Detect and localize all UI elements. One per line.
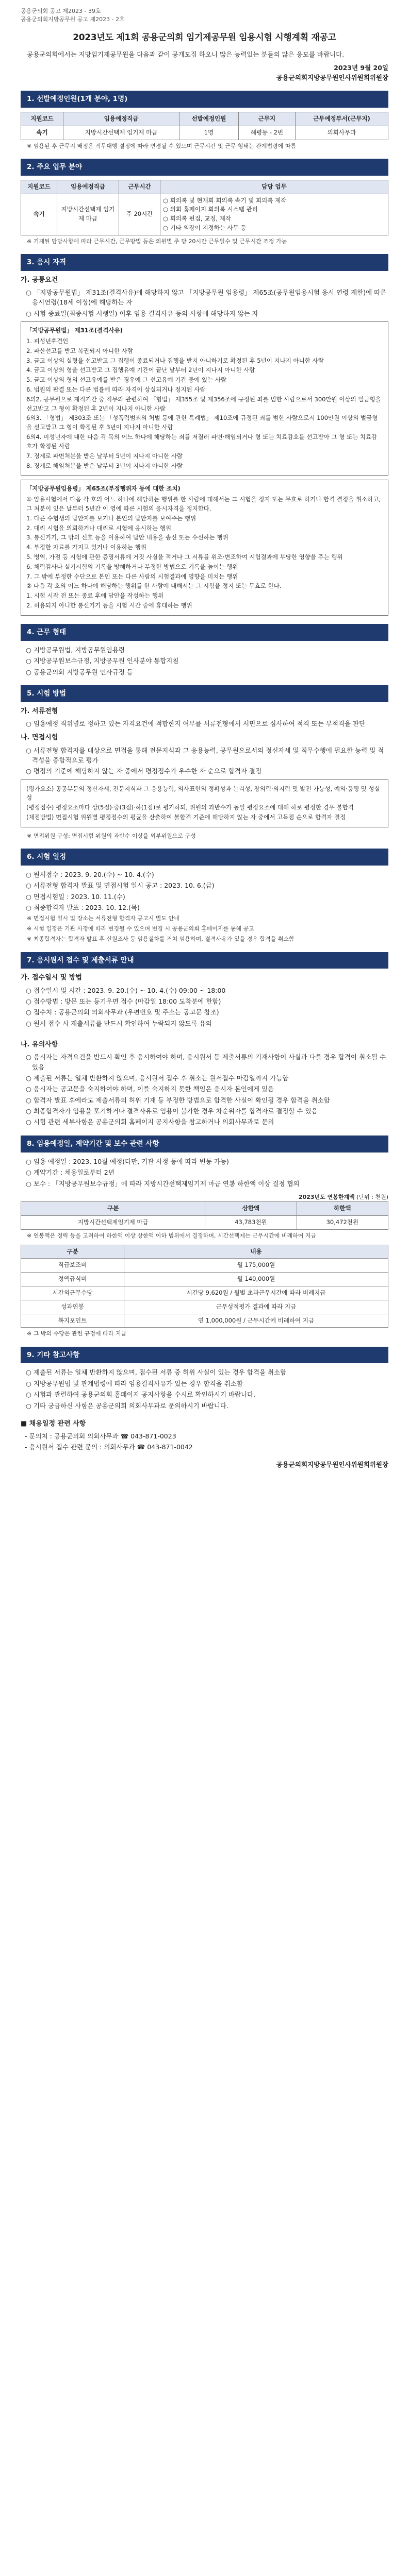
table-cell: 시간외근무수당 bbox=[21, 1286, 124, 1300]
duty-item: ○ 기타 의장이 지정하는 사무 등 bbox=[163, 224, 247, 232]
table-cell: 지방시간선택제임기제 마급 bbox=[21, 1215, 205, 1229]
box-line: 6의2. 공무원으로 재직기간 중 직무와 관련하여 「형법」 제355조 및 제356조에 규정된 죄를 범한 사람으로서 300만원 이상의 벌금형을 선고받고 그 형이 확정된 후 2년이 지나지 아니한 사람 bbox=[26, 395, 381, 412]
table-header-cell: 선발예정인원 bbox=[179, 112, 238, 126]
recruitment-table bbox=[21, 112, 388, 140]
table-cell: 직급보조비 bbox=[21, 1259, 124, 1273]
salary-caption-text: 2023년도 연봉한계액 bbox=[298, 1193, 355, 1200]
table-row bbox=[21, 1300, 388, 1314]
box-line: 5. 금고 이상의 형의 선고유예를 받은 경우에 그 선고유예 기간 중에 있는 사람 bbox=[26, 376, 227, 384]
submission-item: ○ 접수방법 : 방문 또는 등기우편 접수 (마감일 18:00 도착분에 한함) bbox=[26, 997, 221, 1005]
table-cell: 43,783천원 bbox=[205, 1215, 297, 1229]
box-line: 3. 통신기기, 그 밖의 신호 등을 이용하여 답안 내용을 송신 또는 수신하는 행위 bbox=[26, 534, 228, 541]
schedule-item: ○ 원서접수 : 2023. 9. 20.(수) ~ 10. 4.(수) bbox=[26, 870, 154, 878]
table-row bbox=[21, 1314, 388, 1328]
box-line: 2. 파산선고를 받고 복권되지 아니한 사람 bbox=[26, 347, 133, 354]
table-cell: 근무성적평가 결과에 따라 지급 bbox=[124, 1300, 388, 1314]
section-2-title: 2. 주요 업무 분야 bbox=[21, 159, 388, 176]
table-cell: 월 140,000원 bbox=[124, 1273, 388, 1286]
table-header-row bbox=[21, 112, 388, 126]
table-cell: 속기 bbox=[21, 126, 63, 140]
table-row bbox=[21, 126, 388, 140]
table-header-cell: 내용 bbox=[124, 1245, 388, 1259]
box-line: 7. 그 밖에 부정한 수단으로 본인 또는 다른 사람의 시험결과에 영향을 미치는 행위 bbox=[26, 572, 238, 580]
interview-criteria-box bbox=[21, 779, 388, 827]
submission-item: ○ 원서 접수 시 제출서류를 반드시 확인하여 누락되지 않도록 유의 bbox=[26, 1019, 212, 1027]
table-header-cell: 임용예정직급 bbox=[63, 112, 179, 126]
box-title: 「지방공무원법」 제31조(결격사유) bbox=[26, 327, 123, 334]
contact-line: - 문의처 : 공용군의회 의회사무과 ☎ 043-871-0023 bbox=[25, 1432, 176, 1440]
submission-item: ○ 접수일시 및 시간 : 2023. 9. 20.(수) ~ 10. 4.(수) 09:00 ~ 18:00 bbox=[26, 986, 226, 994]
table-header-cell: 근무예정부서(근무지) bbox=[295, 112, 388, 126]
section-3-sub-1: 가. 공통요건 bbox=[21, 276, 58, 284]
eligibility-item: ○ 「지방공무원법」 제31조(결격사유)에 해당하지 않고 「지방공무원 임용령」 제65조(공무원임용시험 응시 연령 제한)에 따른 응시연령(18세 이상)에 해당하는 자 bbox=[26, 289, 387, 307]
salary-item: ○ 임용 예정일 : 2023. 10월 예정(다만, 기관 사정 등에 따라 변동 가능) bbox=[26, 1157, 229, 1165]
submission-item: ○ 접수처 : 공용군의회 의회사무과 (우편번호 및 주소는 공고문 참조) bbox=[26, 1008, 219, 1016]
section-8-title: 8. 임용예정일, 계약기간 및 보수 관련 사항 bbox=[21, 1136, 388, 1153]
schedule-note: ※ 면접시험 일시 및 장소는 서류전형 합격자 공고시 별도 안내 bbox=[27, 915, 179, 922]
table-row bbox=[21, 194, 388, 235]
table-cell: 주 20시간 bbox=[119, 194, 160, 235]
table-header-cell: 구분 bbox=[21, 1201, 205, 1215]
section-5-note: ※ 면접위원 구성: 면접시험 위원의 과반수 이상을 외부위원으로 구성 bbox=[27, 832, 196, 839]
table-cell: 시간당 9,620원 / 월별 초과근무시간에 따라 비례지급 bbox=[124, 1286, 388, 1300]
box-line: 1. 다른 수험생의 답안지를 보거나 본인의 답안지를 보여주는 행위 bbox=[26, 514, 197, 522]
section-5-title: 5. 시험 방법 bbox=[21, 685, 388, 702]
box-line: 4. 부정한 자료를 가지고 있거나 이용하는 행위 bbox=[26, 544, 146, 551]
box-title: 「지방공무원임용령」 제65조(부정행위자 등에 대한 조치) bbox=[26, 485, 181, 493]
box-line: 6의4. 미성년자에 대한 다음 각 목의 어느 하나에 해당하는 죄를 저질러 파면·해임되거나 형 또는 치료감호를 선고받아 그 형 또는 치료감호가 확정된 사람 bbox=[26, 433, 378, 450]
reference-item: ○ 기타 궁금하신 사항은 공용군의회 의회사무과로 문의하시기 바랍니다. bbox=[26, 1401, 228, 1410]
salary-note: ※ 연봉액은 경력 등을 고려하여 하한액 이상 상한액 이하 범위에서 결정하며, 시간선택제는 근무시간에 비례하여 지급 bbox=[27, 1232, 317, 1239]
box-line: 8. 징계로 해임처분을 받은 날부터 3년이 지나지 아니한 사람 bbox=[26, 462, 183, 469]
table-header-cell: 지원코드 bbox=[21, 112, 63, 126]
reference-item: ○ 지방공무원법 및 관계법령에 따라 임용결격사유가 있는 경우 합격을 취소함 bbox=[26, 1379, 243, 1387]
final-issuer: 공용군의회지방공무원인사위원회위원장 bbox=[276, 1460, 388, 1468]
work-form-item: ○ 지방공무원법, 지방공무원임용령 bbox=[26, 646, 125, 654]
table-cell: 지방시간선택제 임기제 마급 bbox=[63, 126, 179, 140]
section-6-title: 6. 시험 일정 bbox=[21, 849, 388, 866]
table-row bbox=[21, 1273, 388, 1286]
reference-item: ○ 시험과 관련하여 공용군의회 홈페이지 공지사항을 수시로 확인하시기 바랍니다. bbox=[26, 1391, 256, 1399]
schedule-item: ○ 면접시험일 : 2023. 10. 11.(수) bbox=[26, 892, 125, 901]
section-4-title: 4. 근무 형태 bbox=[21, 624, 388, 641]
duty-item: ○ 회의록 및 현재회 회의록 속기 및 회의록 제작 bbox=[163, 196, 287, 204]
document-meta bbox=[21, 7, 388, 24]
table-header-cell: 상한액 bbox=[205, 1201, 297, 1215]
table-row bbox=[21, 1215, 388, 1229]
section-2-note: ※ 기재된 담당사항에 따라 근무시간, 근무방법 등은 의원별 주 당 20시간 근무일수 및 근무시간 조정 가능 bbox=[27, 238, 287, 245]
duty-item: ○ 의회 홈페이지 회의록 시스템 관리 bbox=[163, 206, 258, 213]
meta-line-2: 공용군의회지방공무원 공고 제2023 - 2호 bbox=[21, 15, 125, 23]
table-cell: 1명 bbox=[179, 126, 238, 140]
reference-item: ○ 제출된 서류는 일체 반환하지 않으며, 접수된 서류 중 허위 사실이 있는 경우 합격을 취소함 bbox=[26, 1368, 287, 1377]
table-row bbox=[21, 1286, 388, 1300]
section-1-note: ※ 임용된 후 근무지 배정은 직무대행 결정에 따라 변경될 수 있으며 근무시간 및 근무 형태는 관계법령에 따름 bbox=[27, 142, 297, 149]
schedule-item: ○ 최종합격자 발표 : 2023. 10. 12.(목) bbox=[26, 904, 140, 911]
duties-table bbox=[21, 180, 388, 235]
box-line: 1. 피성년후견인 bbox=[26, 337, 69, 345]
box-line: 3. 금고 이상의 실형을 선고받고 그 집행이 종료되거나 집행을 받지 아니하기로 확정된 후 5년이 지나지 아니한 사람 bbox=[26, 357, 324, 364]
schedule-note: ※ 최종합격자는 합격자 발표 후 신원조사 등 임용절차를 거쳐 임용하며, 결격사유가 있을 경우 합격을 취소함 bbox=[27, 936, 295, 943]
document-intro: 공용군의회에서는 지방임기제공무원을 다음과 같이 공개모집 하오니 많은 능력있는 분들의 많은 응모를 바랍니다. bbox=[27, 50, 345, 59]
table-header-cell: 구분 bbox=[21, 1245, 124, 1259]
table-header-cell: 하한액 bbox=[297, 1201, 388, 1215]
table-header-row bbox=[21, 180, 388, 194]
salary-table bbox=[21, 1201, 388, 1230]
document-issuer: 공용군의회지방공무원인사위원회위원장 bbox=[276, 73, 388, 81]
table-cell: 30,472천원 bbox=[297, 1215, 388, 1229]
box-line: 6. 법원의 판결 또는 다른 법률에 따라 자격이 상실되거나 정지된 사람 bbox=[26, 386, 206, 394]
section-3-title: 3. 응시 자격 bbox=[21, 254, 388, 271]
caution-item: ○ 응시자는 자격요건을 반드시 확인 후 응시하여야 하며, 응시원서 등 제출서류의 기재사항이 사실과 다를 경우 합격이 취소될 수 있음 bbox=[26, 1053, 386, 1071]
schedule-note: ※ 시험 일정은 기관 사정에 따라 변경될 수 있으며 변경 시 공용군의회 홈페이지를 통해 공고 bbox=[27, 925, 254, 933]
table-header-cell: 담당 업무 bbox=[160, 180, 388, 194]
section-5-sub-1: 가. 서류전형 bbox=[21, 707, 58, 715]
box-line: (평가요소) 공공부문의 정신자세, 전문지식과 그 응용능력, 의사표현의 정확성과 논리성, 창의력·의지력 및 발전 가능성, 예의·품행 및 성실성 bbox=[26, 785, 380, 802]
caution-item: ○ 최종합격자가 임용을 포기하거나 결격사유로 임용이 불가한 경우 차순위자를 합격자로 결정할 수 있음 bbox=[26, 1107, 318, 1115]
table-header-row bbox=[21, 1201, 388, 1215]
box-line: 5. 병역, 가점 등 시험에 관한 증명서류에 거짓 사실을 적거나 그 서류를 위조·변조하여 시험결과에 부당한 영향을 주는 행위 bbox=[26, 553, 343, 561]
document-title: 2023년도 제1회 공용군의회 임기제공무원 임용시험 시행계획 재공고 bbox=[73, 32, 336, 43]
box-line: ② 다음 각 호의 어느 하나에 해당하는 행위를 한 사람에 대해서는 그 시험을 정지 또는 무효로 한다. bbox=[26, 582, 282, 590]
table-cell: 정액급식비 bbox=[21, 1273, 124, 1286]
box-line: 2. 허용되지 아니한 통신기기 등을 시험 시간 중에 휴대하는 행위 bbox=[26, 602, 192, 609]
table-cell: 월 175,000원 bbox=[124, 1259, 388, 1273]
duties-cell bbox=[160, 194, 388, 235]
caution-item: ○ 응시자는 공고문을 숙지하여야 하며, 이를 숙지하지 못한 책임은 응시자 본인에게 있음 bbox=[26, 1085, 274, 1093]
exam-item: ○ 평정의 기준에 해당하지 않는 자 중에서 평정점수가 우수한 자 순으로 합격자 결정 bbox=[26, 767, 262, 775]
allowance-note: ※ 그 밖의 수당은 관련 규정에 따라 지급 bbox=[27, 1330, 127, 1337]
section-7-sub-2: 나. 유의사항 bbox=[21, 1041, 58, 1049]
disqualification-box bbox=[21, 321, 388, 476]
allowance-table bbox=[21, 1245, 388, 1328]
caution-item: ○ 합격자 발표 후에라도 제출서류의 허위 기재 등 부정한 방법으로 합격한 사실이 확인될 경우 합격을 취소함 bbox=[26, 1096, 330, 1104]
duty-item: ○ 회의록 편집, 교정, 제작 bbox=[163, 215, 231, 223]
table-header-cell: 지원코드 bbox=[21, 180, 57, 194]
box-line: 6. 체력검사나 실기시험의 기록을 방해하거나 부정한 방법으로 기록을 높이는 행위 bbox=[26, 563, 238, 570]
eligibility-item: ○ 시험 종료일(최종시험 시행일) 이후 임용 결격사유 등의 사항에 해당하지 않는 자 bbox=[26, 309, 258, 317]
table-cell: 속기 bbox=[21, 194, 57, 235]
exam-item: ○ 임용예정 직위별로 정하고 있는 자격요건에 적합한지 여부를 서류전형에서 서면으로 심사하여 적격 또는 부적격을 판단 bbox=[26, 720, 366, 728]
salary-item: ○ 계약기간 : 채용일로부터 2년 bbox=[26, 1168, 114, 1177]
box-line: 6의3. 「형법」 제303조 또는 「성폭력범죄의 처벌 등에 관한 특례법」 제10조에 규정된 죄를 범한 사람으로서 100만원 이상의 벌금형을 선고받고 그 형이 확정된 후 3년이 지나지 아니한 사람 bbox=[26, 414, 378, 431]
salary-table-caption bbox=[21, 1193, 388, 1201]
table-header-cell: 근무시간 bbox=[119, 180, 160, 194]
work-form-item: ○ 공용군의회 지방공무원 인사규정 등 bbox=[26, 668, 133, 676]
table-cell: 복지포인트 bbox=[21, 1314, 124, 1328]
box-line: (채점방법) 면접시험 위원별 평정점수의 평균을 산출하여 불합격 기준에 해당하지 않는 자 중에서 고득점 순으로 합격자 결정 bbox=[26, 814, 346, 821]
section-7-title: 7. 응시원서 접수 및 제출서류 안내 bbox=[21, 952, 388, 969]
box-line: 7. 징계로 파면처분을 받은 날부터 5년이 지나지 아니한 사람 bbox=[26, 452, 183, 460]
box-line: 4. 금고 이상의 형을 선고받고 그 집행유예 기간이 끝난 날부터 2년이 지나지 아니한 사람 bbox=[26, 366, 255, 374]
contact-line: - 응시원서 접수 관련 문의 : 의회사무과 ☎ 043-871-0042 bbox=[25, 1443, 193, 1451]
box-line: 2. 대리 시험을 의뢰하거나 대리로 시험에 응시하는 행위 bbox=[26, 524, 171, 532]
table-cell: 해평동 - 2번 bbox=[238, 126, 295, 140]
salary-caption-unit: (단위 : 천원) bbox=[356, 1193, 388, 1200]
box-line: ① 임용시험에서 다음 각 호의 어느 하나에 해당하는 행위를 한 사람에 대해서는 그 시험을 정지 또는 무효로 하거나 합격 결정을 취소하고, 그 처분이 있은 날부터 5년간 이 영에 따른 시험의 응시자격을 정지한다. bbox=[26, 496, 381, 512]
caution-item: ○ 시험 관련 세부사항은 공용군의회 홈페이지 공지사항을 참고하거나 의회사무과로 문의 bbox=[26, 1118, 274, 1126]
table-row bbox=[21, 1259, 388, 1273]
contact-title: ■ 채용일정 관련 사항 bbox=[21, 1419, 86, 1428]
section-9-title: 9. 기타 참고사항 bbox=[21, 1347, 388, 1364]
table-cell: 성과연봉 bbox=[21, 1300, 124, 1314]
table-header-cell: 근무지 bbox=[238, 112, 295, 126]
box-line: (평정점수) 평정요소마다 상(5점)·중(3점)·하(1점)로 평가하되, 위원의 과반수가 동일 평정요소에 대해 하로 평정한 경우 불합격 bbox=[26, 804, 354, 811]
section-5-sub-2: 나. 면접시험 bbox=[21, 734, 58, 742]
document-date: 2023년 9월 20일 bbox=[334, 63, 388, 72]
work-form-item: ○ 지방공무원보수규정, 지방공무원 인사분야 통합지침 bbox=[26, 657, 179, 665]
meta-line-1: 공용군의회 공고 제2023 - 39호 bbox=[21, 8, 101, 14]
section-7-sub-1: 가. 접수일시 및 방법 bbox=[21, 974, 82, 982]
exam-item: ○ 서류전형 합격자를 대상으로 면접을 통해 전문지식과 그 응용능력, 공무원으로서의 정신자세 및 직무수행에 필요한 능력 및 적격성을 종합적으로 평가 bbox=[26, 746, 384, 764]
table-header-row bbox=[21, 1245, 388, 1259]
misconduct-box bbox=[21, 480, 388, 616]
table-header-cell: 임용예정직급 bbox=[57, 180, 119, 194]
table-cell: 지방시간선택제 임기제 마급 bbox=[57, 194, 119, 235]
caution-item: ○ 제출된 서류는 일체 반환하지 않으며, 응시원서 접수 후 취소는 원서접수 마감일까지 가능함 bbox=[26, 1074, 289, 1082]
schedule-item: ○ 서류전형 합격자 발표 및 면접시험 일시 공고 : 2023. 10. 6.(금) bbox=[26, 882, 215, 890]
section-1-title: 1. 선발예정인원(1개 분야, 1명) bbox=[21, 91, 388, 108]
table-cell: 의회사무과 bbox=[295, 126, 388, 140]
table-cell: 연 1,000,000원 / 근무시간에 비례하여 지급 bbox=[124, 1314, 388, 1328]
salary-item: ○ 보수 : 「지방공무원보수규정」에 따라 지방시간선택제임기제 마급 연봉 하한액 이상 결정 협의 bbox=[26, 1179, 300, 1188]
box-line: 1. 시험 시작 전 또는 종료 후에 답안을 작성하는 행위 bbox=[26, 592, 164, 600]
